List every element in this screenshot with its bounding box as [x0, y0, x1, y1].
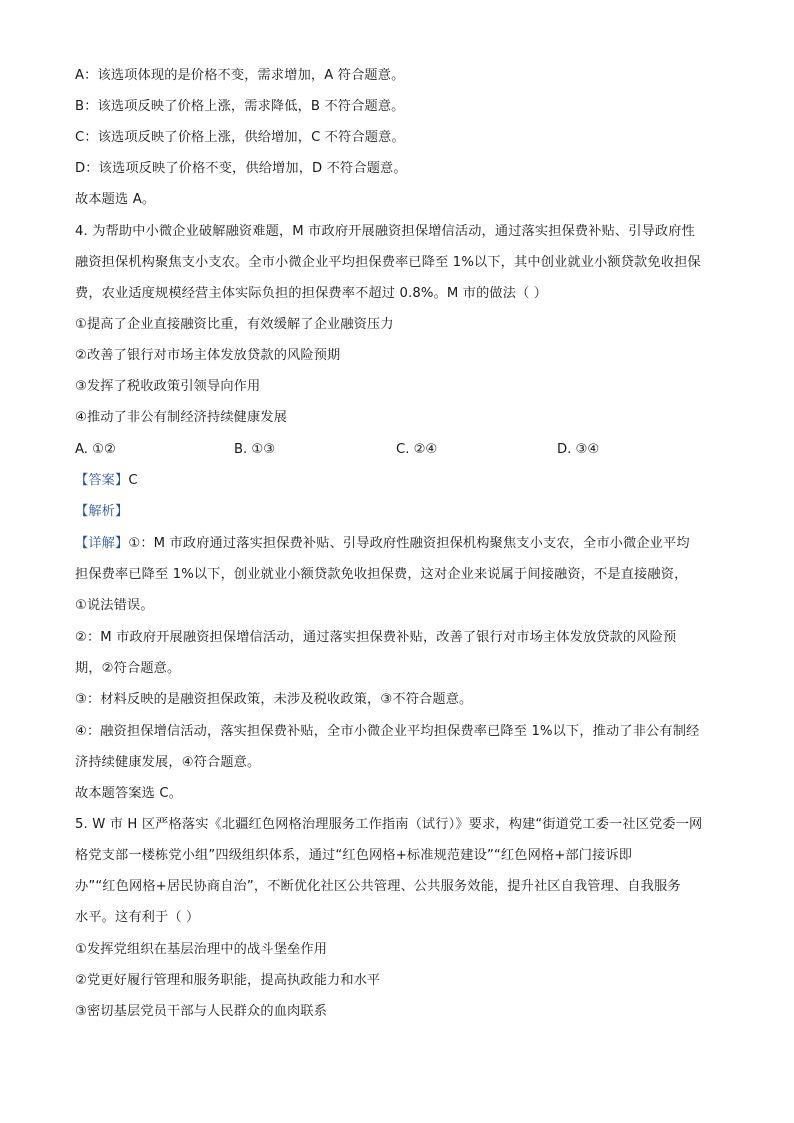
answer-label: 【答案】	[75, 473, 129, 488]
analysis-line-b: B：该选项反映了价格上涨，需求降低，B 不符合题意。	[75, 99, 405, 114]
analysis-label: 【解析】	[75, 504, 129, 519]
q4-conclusion: 故本题答案选 C。	[75, 786, 183, 801]
q4-detail-line	[75, 534, 690, 554]
q4-answer	[75, 471, 138, 491]
q4-statement: ④推动了非公有制经济持续健康发展	[75, 410, 288, 425]
q4-detail-line: 担保费率已降至 1%以下，创业就业小额贷款免收担保费，这对企业来说属于间接融资，不是直接融资，	[75, 567, 688, 582]
q4-option-a: A. ①②	[75, 442, 116, 457]
q5-stem-line: 水平。这有利于（ ）	[75, 910, 200, 925]
q4-option-c: C. ②④	[396, 442, 438, 457]
q5-stem-line: 5. W 市 H 区严格落实《北疆红色网格治理服务工作指南（试行）》要求，构建“街道党工委一社区党委一网	[75, 817, 703, 832]
q4-statement: ③发挥了税收政策引领导向作用	[75, 379, 261, 394]
q3-conclusion: 故本题选 A。	[75, 192, 156, 207]
q4-stem-line: 融资担保机构聚焦支小支农。全市小微企业平均担保费率已降至 1%以下，其中创业就业小额贷款免收担保	[75, 255, 701, 270]
q5-stem-line: 办”“红色网格+居民协商自治”，不断优化社区公共管理、公共服务效能，提升社区自我管理、自我服务	[75, 879, 681, 894]
analysis-line-a: A：该选项体现的是价格不变，需求增加，A 符合题意。	[75, 68, 405, 83]
q5-statement: ③密切基层党员干部与人民群众的血肉联系	[75, 1004, 328, 1019]
answer-value: C	[128, 473, 138, 488]
q5-stem-line: 格党支部一楼栋党小组”四级组织体系，通过“红色网格+标准规范建设”“红色网格+部门接诉即	[75, 848, 633, 863]
q4-option-b: B. ①③	[234, 442, 276, 457]
detail-label: 【详解】	[75, 536, 129, 551]
q4-detail-line: 期，②符合题意。	[75, 661, 181, 676]
q4-option-d: D. ③④	[557, 442, 600, 457]
q4-stem-line: 4. 为帮助中小微企业破解融资难题，M 市政府开展融资担保增信活动，通过落实担保费补贴、引导政府性	[75, 224, 695, 239]
q4-detail-line: ②：M 市政府开展融资担保增信活动，通过落实担保费补贴，改善了银行对市场主体发放贷款的风险预	[75, 630, 677, 645]
detail-text: ①：M 市政府通过落实担保费补贴、引导政府性融资担保机构聚焦支小支农，全市小微企业平均	[128, 536, 690, 551]
q4-statement: ①提高了企业直接融资比重，有效缓解了企业融资压力	[75, 317, 394, 332]
q4-stem-line: 费，农业适度规模经营主体实际负担的担保费率不超过 0.8%。M 市的做法（ ）	[75, 286, 548, 301]
q4-detail-line: ④：融资担保增信活动，落实担保费补贴，全市小微企业平均担保费率已降至 1%以下，推动了非公有制经	[75, 724, 700, 739]
q5-statement: ①发挥党组织在基层治理中的战斗堡垒作用	[75, 942, 328, 957]
q4-statement: ②改善了银行对市场主体发放贷款的风险预期	[75, 348, 341, 363]
q4-detail-line: ①说法错误。	[75, 598, 154, 613]
analysis-line-c: C：该选项反映了价格上涨，供给增加，C 不符合题意。	[75, 130, 405, 145]
q4-detail-line: 济持续健康发展，④符合题意。	[75, 755, 261, 770]
q5-statement: ②党更好履行管理和服务职能，提高执政能力和水平	[75, 973, 381, 988]
analysis-line-d: D：该选项反映了价格不变，供给增加，D 不符合题意。	[75, 161, 407, 176]
q4-detail-line: ③：材料反映的是融资担保政策，未涉及税收政策，③不符合题意。	[75, 692, 473, 707]
